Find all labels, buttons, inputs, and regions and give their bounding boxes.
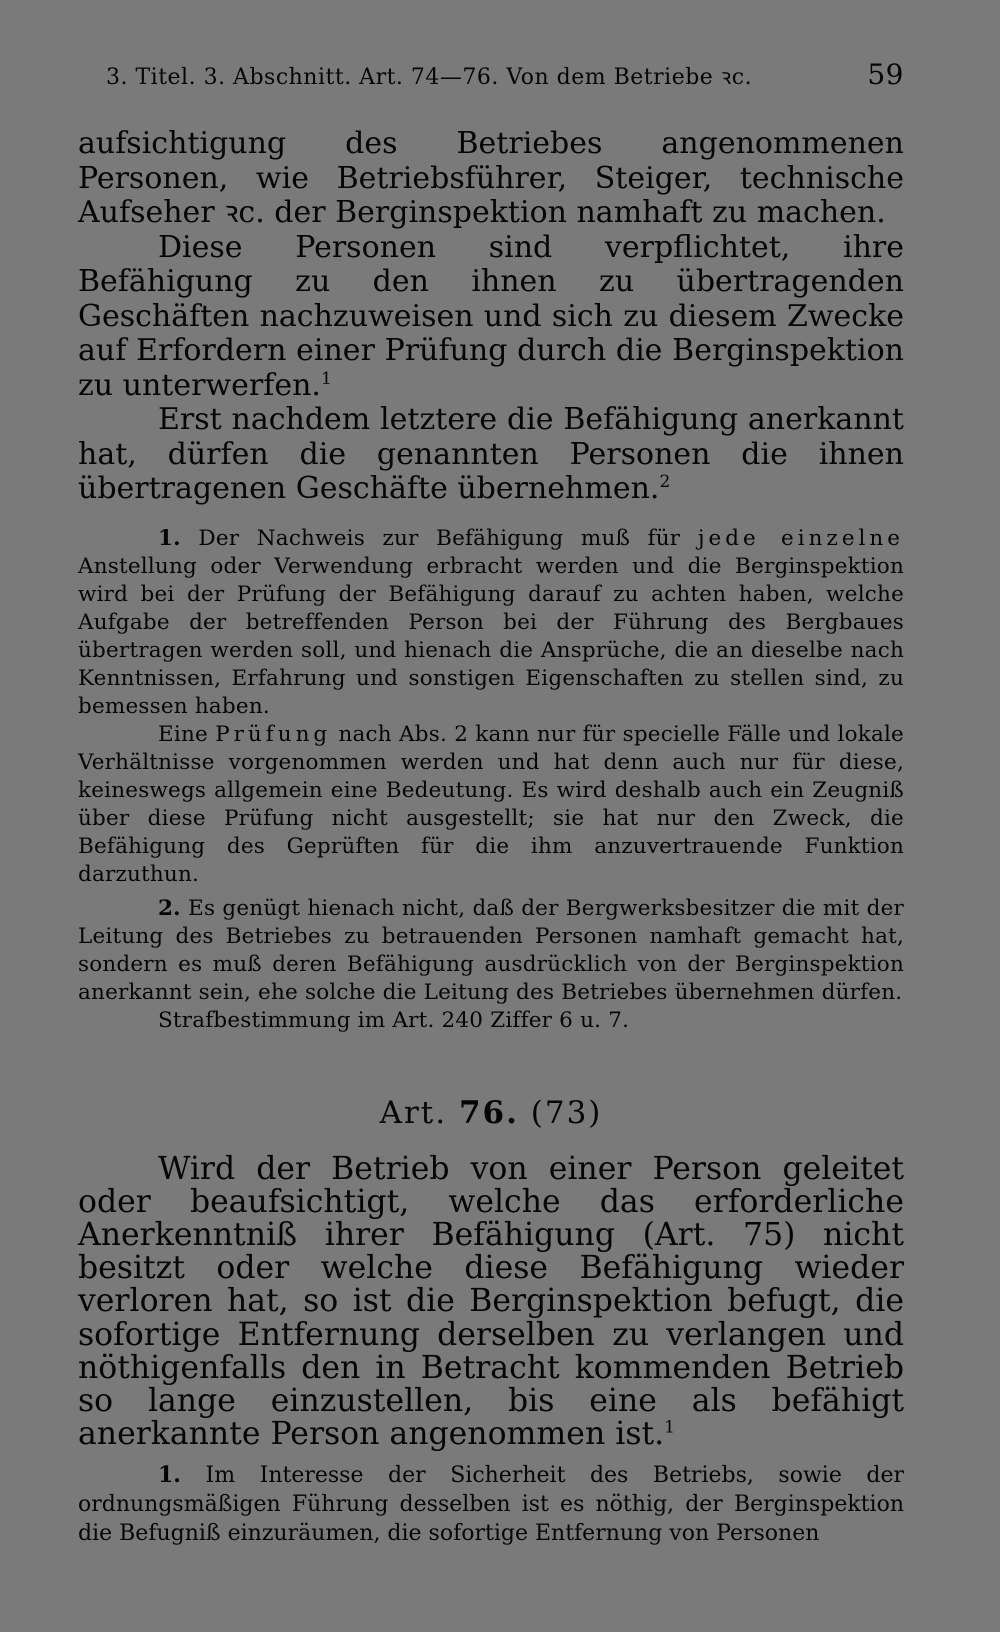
note-text: Im Interesse der Sicherheit des Betriebs, sowie der ordnungsmäßigen Führung desselben ist es nöthig, der Berginspektion die Befugniß einzuräumen, die sofortige Entfernung von Personen [78,1463,905,1547]
note-text: Es genügt hienach nicht, daß der Bergwerksbesitzer die mit der Leitung des Betriebes zu betrauenden Personen namhaft gemacht hat, sondern es muß deren Befähigung ausdrücklich von der Berginspektion anerkannt sein, ehe solche die Leitung des Betriebes übernehmen dürfen. [78,895,904,1005]
paragraph-text: Diese Personen sind verpflichtet, ihre Befähigung zu den ihnen zu übertragenden Geschäften nachzuweisen und sich zu diesem Zwecke auf Erfordern einer Prüfung durch die Berginspektion zu unterwerfen. [78,229,904,403]
paragraph [78,403,904,507]
article-heading [78,1095,904,1131]
note-number: 2. [158,895,181,921]
note [78,525,904,721]
emphasis-text: jede einzelne [697,525,904,551]
note-text: Eine [158,721,208,747]
page-number: 59 [867,58,904,91]
running-header [78,58,904,91]
note-text: Der Nachweis zur Befähigung muß für [198,525,681,551]
paragraph [78,1150,904,1453]
paragraph: aufsichtigung des Betriebes angenommenen Personen, wie Betriebsführer, Steiger, technische Aufseher ꝛc. der Berginspektion namhaft zu machen. [78,126,904,230]
note-number: 1. [158,525,181,551]
article-75-notes [78,525,904,1035]
note-text: Anstellung oder Verwendung erbracht werden und die Berginspektion wird bei der Prüfung der Befähigung darauf zu achten haben, welche Aufgabe der betreffenden Person bei der Führung des Bergbaues übertragen werden soll, und hienach die Ansprüche, die an dieselbe nach Kenntnissen, Erfahrung und sonstigen Eigenschaften zu stellen sind, zu bemessen haben. [78,553,904,719]
note-text: nach Abs. 2 kann nur für specielle Fälle und lokale Verhältnisse vorgenommen werden und hat denn auch nur für diese, keineswegs allgemein eine Bedeutung. Es wird deshalb auch ein Zeugniß über diese Prüfung nicht ausgestellt; sie hat nur den Zweck, die Befähigung des Geprüften für die ihm anzuvertrauende Funktion darzuthun. [78,721,904,887]
note-number: 1. [158,1462,181,1489]
emphasis-text: Prüfung [215,721,332,747]
note [78,1461,904,1548]
article-76-notes [78,1461,904,1548]
article-75-continuation [78,127,904,507]
footnote-marker: 2 [659,472,671,492]
penalty-reference: Strafbestimmung im Art. 240 Ziffer 6 u. 7. [158,1007,630,1033]
paragraph-text: Erst nachdem letztere die Befähigung anerkannt hat, dürfen die genannten Personen die ihnen übertragenen Geschäfte übernehmen. [78,402,904,506]
note [78,721,904,889]
paragraph-text: Wird der Betrieb von einer Person geleitet oder beaufsichtigt, welche das erforderliche Anerkenntniß ihrer Befähigung (Art. 75) nicht besitzt oder welche diese Befähigung wieder verloren hat, so ist die Berginspektion befugt, die sofortige Entfernung derselben zu verlangen und nöthigenfalls den in Betracht kommenden Betrieb so lange einzustellen, bis eine als befähigt anerkannte Person angenommen ist. [78,1150,904,1453]
running-title: 3. Titel. 3. Abschnitt. Art. 74—76. Von dem Betriebe ꝛc. [106,65,753,90]
article-number: 76. [458,1094,519,1131]
footnote-marker: 1 [320,368,332,389]
footnote-marker: 1 [664,1417,675,1438]
old-article-number: (73) [530,1094,603,1131]
note [78,895,904,1007]
paragraph [78,231,904,404]
article-label: Art. [379,1094,448,1131]
article-76-text [78,1150,904,1453]
